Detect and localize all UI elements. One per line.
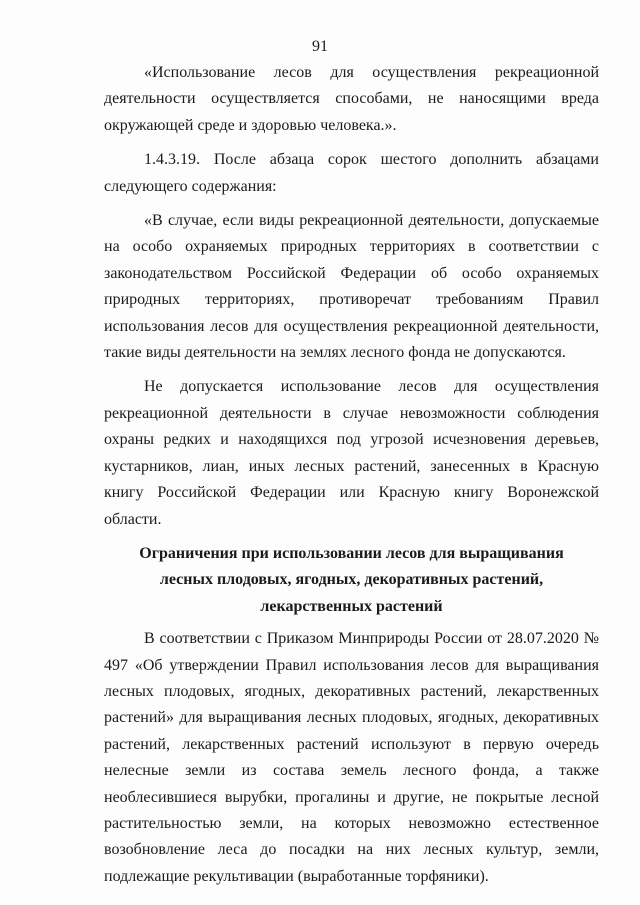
section-heading-line-2: лесных плодовых, ягодных, декоративных растений, [159,571,544,589]
section-heading-line-1: Ограничения при использовании лесов для выращивания [139,544,564,562]
paragraph-order-497: В соответствии с Приказом Минприроды России от 28.07.2020 № 497 «Об утверждении Правил использования лесов для выращивания лесных плодовых, ягодных, декоративных растений, лекарственных растений» для выращивания лесных плодовых, ягодных, декоративных растений, лекарственных растений используют в первую очередь нелесные земли из состава земель лесного фонда, а также необлесившиеся вырубки, прогалины и другие, не покрытые лесной растительностью земли, на которых невозможно естественное возобновление леса до посадки на них лесных культур, земли, подлежащие рекультивации (выработанные торфяники). [104,630,599,885]
document-body [104,60,599,890]
paragraph-protected-territories: «В случае, если виды рекреационной деятельности, допускаемые на особо охраняемых природных территориях в соответствии с законодательством Российской Федерации об особо охраняемых природных территориях, противоречат требованиям Правил использования лесов для осуществления рекреационной деятельности, такие виды деятельности на землях лесного фонда не допускаются. [104,212,599,362]
paragraph-amendment-clause: 1.4.3.19. После абзаца сорок шестого дополнить абзацами следующего содержания: [104,151,599,195]
section-heading-line-3: лекарственных растений [260,597,443,615]
page-number: 91 [312,38,328,55]
paragraph-rare-species: Не допускается использование лесов для осуществления рекреационной деятельности в случае невозможности соблюдения охраны редких и находящихся под угрозой исчезновения деревьев, кустарников, лиан, иных лесных растений, занесенных в Красную книгу Российской Федерации или Красную книгу Воронежской области. [104,378,599,528]
section-heading [104,533,599,626]
paragraph-recreation-methods: «Использование лесов для осуществления рекреационной деятельности осуществляется способами, не наносящими вреда окружающей среде и здоровью человека.». [104,64,599,134]
